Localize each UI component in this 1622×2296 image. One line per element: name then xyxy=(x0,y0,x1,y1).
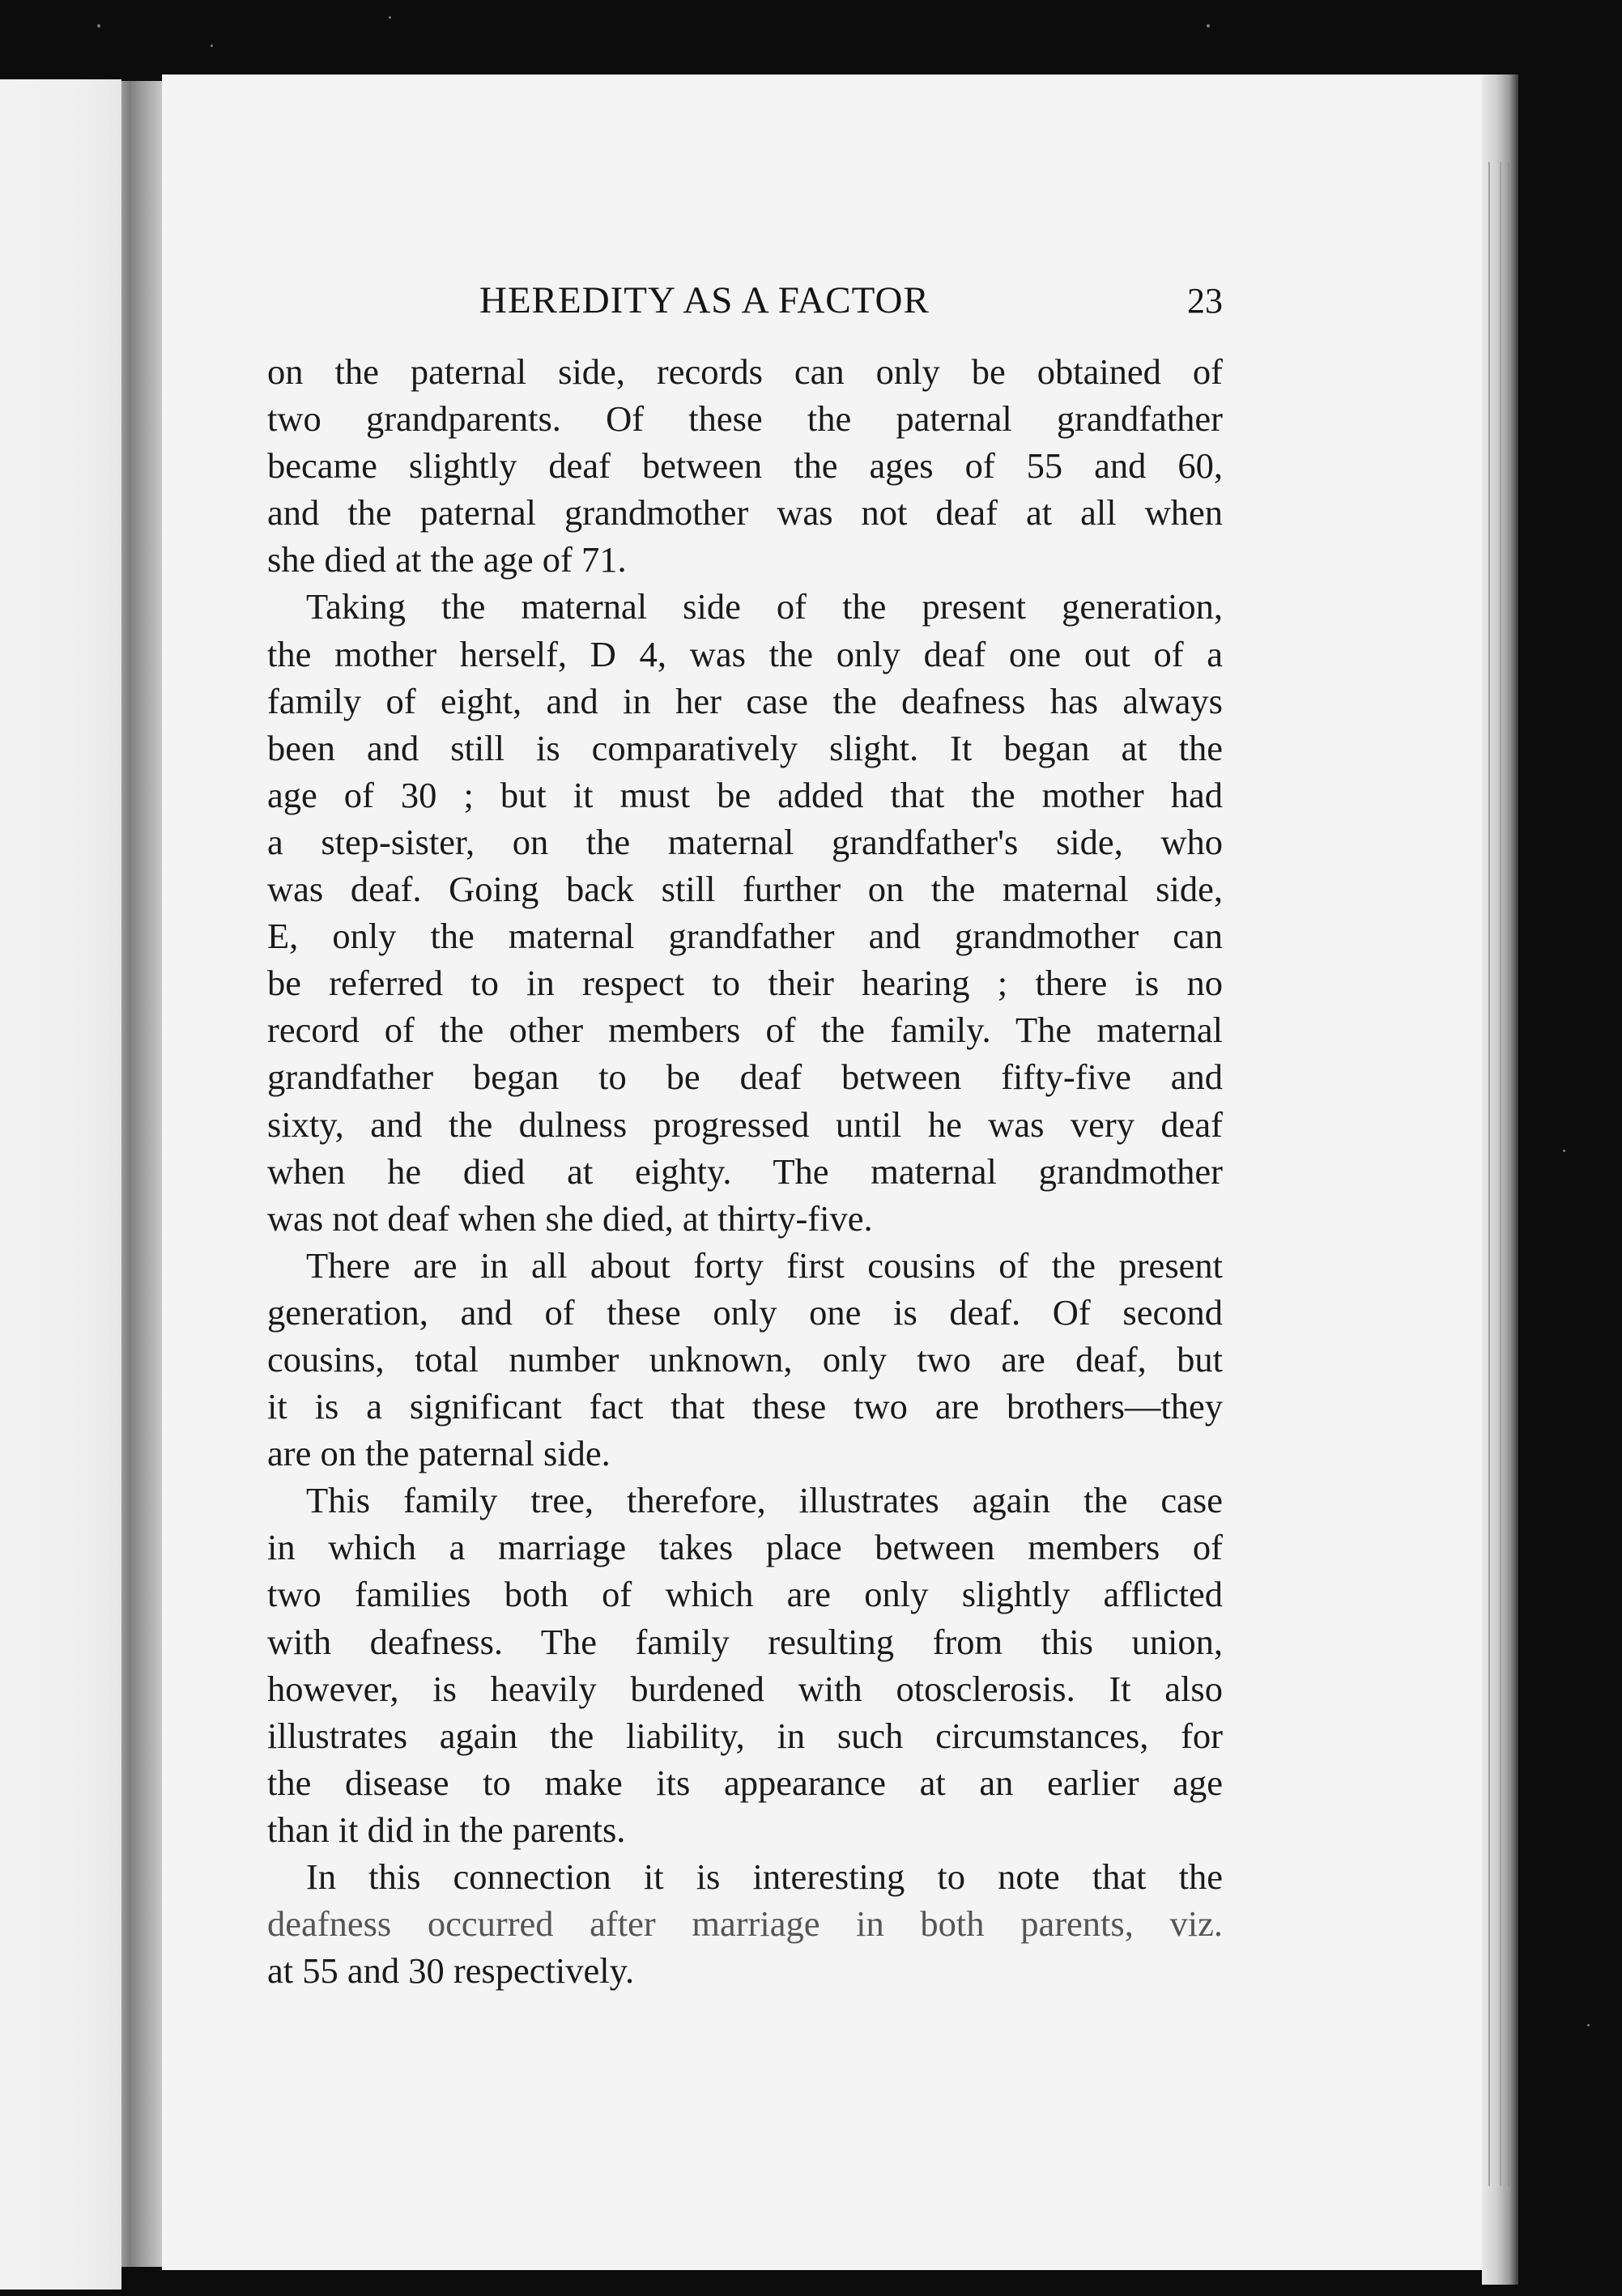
text-line: illustrates again the liability, in such circumstances, for xyxy=(267,1715,1223,1756)
scan-speck xyxy=(97,24,100,28)
text-line: two grandparents. Of these the paternal grandfather xyxy=(267,398,1223,440)
text-line: was deaf. Going back still further on the maternal side, xyxy=(267,869,1223,910)
text-line: at 55 and 30 respectively. xyxy=(267,1950,635,1992)
text-line: generation, and of these only one is deaf. Of second xyxy=(267,1291,1223,1333)
page-edge-line xyxy=(1508,162,1509,2186)
text-line: family of eight, and in her case the deafness has always xyxy=(267,680,1223,721)
text-line: cousins, total number unknown, only two are deaf, but xyxy=(267,1338,1223,1380)
text-line: This family tree, therefore, illustrates again the case xyxy=(306,1480,1223,1521)
text-line: was not deaf when she died, at thirty-five. xyxy=(267,1197,873,1239)
text-line: sixty, and the dulness progressed until he was very deaf xyxy=(267,1103,1223,1145)
facing-page-edge xyxy=(0,79,121,2290)
text-line: record of the other members of the family. The maternal xyxy=(267,1010,1223,1051)
text-line: E, only the maternal grandfather and grandmother can xyxy=(267,916,1223,957)
text-line: In this connection it is interesting to note that the xyxy=(306,1856,1223,1897)
scan-speck xyxy=(1207,24,1210,28)
text-line: Taking the maternal side of the present generation, xyxy=(306,586,1223,627)
text-line: on the paternal side, records can only be obtained of xyxy=(267,351,1223,392)
text-line: the disease to make its appearance at an earlier age xyxy=(267,1762,1223,1803)
text-line: became slightly deaf between the ages of 55 and 60, xyxy=(267,445,1223,487)
text-line: with deafness. The family resulting from this union, xyxy=(267,1621,1223,1662)
text-line: deafness occurred after marriage in both parents, viz. xyxy=(267,1903,1223,1945)
text-line: are on the paternal side. xyxy=(267,1433,611,1474)
text-line: be referred to in respect to their hearing ; there is no xyxy=(267,963,1223,1004)
page-edge-line xyxy=(1488,162,1490,2186)
text-line: a step-sister, on the maternal grandfather's side, who xyxy=(267,821,1223,862)
scan-speck xyxy=(211,45,213,47)
text-line: age of 30 ; but it must be added that the mother had xyxy=(267,774,1223,815)
text-line: and the paternal grandmother was not deaf at all when xyxy=(267,492,1223,534)
text-line: when he died at eighty. The maternal grandmother xyxy=(267,1150,1223,1192)
text-line: it is a significant fact that these two are brothers—they xyxy=(267,1386,1223,1427)
scan-speck xyxy=(1563,1150,1565,1152)
text-line: been and still is comparatively slight. It began at the xyxy=(267,727,1223,768)
page-header xyxy=(267,278,1223,327)
scan-speck xyxy=(389,16,391,19)
text-line: two families both of which are only slightly afflicted xyxy=(267,1574,1223,1615)
text-line: she died at the age of 71. xyxy=(267,539,627,580)
text-line: in which a marriage takes place between members of xyxy=(267,1527,1223,1568)
running-head: HEREDITY AS A FACTOR xyxy=(479,279,930,321)
page-edge-line xyxy=(1500,162,1501,2186)
page-number: 23 xyxy=(1187,281,1223,321)
text-line: There are in all about forty first cousins of the present xyxy=(306,1244,1223,1286)
text-line: grandfather began to be deaf between fifty-five and xyxy=(267,1057,1223,1098)
text-line: the mother herself, D 4, was the only deaf one out of a xyxy=(267,633,1223,674)
text-line: than it did in the parents. xyxy=(267,1809,626,1850)
text-line: however, is heavily burdened with otosclerosis. It also xyxy=(267,1668,1223,1709)
scan-speck xyxy=(1587,2024,1590,2026)
body-text xyxy=(267,348,1223,1994)
